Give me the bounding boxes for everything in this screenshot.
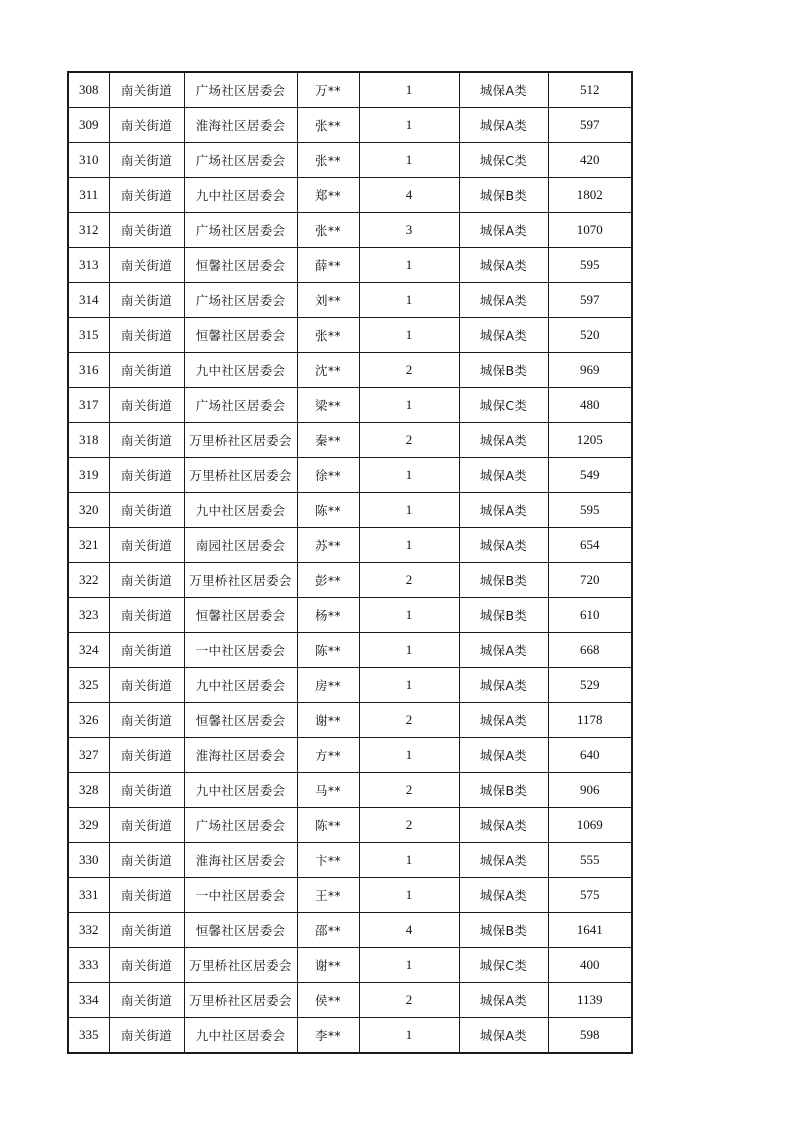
amount-cell: 595: [548, 248, 632, 283]
amount-cell: 520: [548, 318, 632, 353]
community-cell: 广场社区居委会: [184, 143, 297, 178]
street-cell: 南关街道: [109, 353, 184, 388]
category-cell: 城保B类: [459, 598, 548, 633]
name-cell: 彭**: [297, 563, 359, 598]
table-row: [68, 72, 632, 108]
row-number-cell: 312: [68, 213, 109, 248]
street-cell: 南关街道: [109, 388, 184, 423]
table-row: [68, 878, 632, 913]
amount-cell: 668: [548, 633, 632, 668]
street-cell: 南关街道: [109, 143, 184, 178]
community-cell: 九中社区居委会: [184, 1018, 297, 1054]
table-row: [68, 983, 632, 1018]
community-cell: 一中社区居委会: [184, 878, 297, 913]
street-cell: 南关街道: [109, 72, 184, 108]
community-cell: 恒馨社区居委会: [184, 318, 297, 353]
category-cell: 城保A类: [459, 668, 548, 703]
name-cell: 徐**: [297, 458, 359, 493]
row-number-cell: 331: [68, 878, 109, 913]
amount-cell: 1802: [548, 178, 632, 213]
row-number-cell: 314: [68, 283, 109, 318]
name-cell: 郑**: [297, 178, 359, 213]
household-size-cell: 1: [359, 598, 459, 633]
name-cell: 房**: [297, 668, 359, 703]
row-number-cell: 309: [68, 108, 109, 143]
household-size-cell: 1: [359, 248, 459, 283]
street-cell: 南关街道: [109, 213, 184, 248]
row-number-cell: 315: [68, 318, 109, 353]
street-cell: 南关街道: [109, 633, 184, 668]
category-cell: 城保A类: [459, 108, 548, 143]
name-cell: 张**: [297, 318, 359, 353]
household-size-cell: 1: [359, 72, 459, 108]
community-cell: 广场社区居委会: [184, 808, 297, 843]
row-number-cell: 332: [68, 913, 109, 948]
table-row: [68, 423, 632, 458]
table-row: [68, 178, 632, 213]
amount-cell: 597: [548, 108, 632, 143]
amount-cell: 720: [548, 563, 632, 598]
row-number-cell: 323: [68, 598, 109, 633]
community-cell: 九中社区居委会: [184, 493, 297, 528]
name-cell: 方**: [297, 738, 359, 773]
household-size-cell: 1: [359, 143, 459, 178]
category-cell: 城保B类: [459, 913, 548, 948]
table-row: [68, 353, 632, 388]
household-size-cell: 1: [359, 493, 459, 528]
street-cell: 南关街道: [109, 983, 184, 1018]
community-cell: 万里桥社区居委会: [184, 563, 297, 598]
street-cell: 南关街道: [109, 318, 184, 353]
name-cell: 马**: [297, 773, 359, 808]
amount-cell: 610: [548, 598, 632, 633]
amount-cell: 529: [548, 668, 632, 703]
category-cell: 城保A类: [459, 458, 548, 493]
household-size-cell: 1: [359, 108, 459, 143]
name-cell: 李**: [297, 1018, 359, 1054]
row-number-cell: 325: [68, 668, 109, 703]
table-row: [68, 563, 632, 598]
community-cell: 恒馨社区居委会: [184, 598, 297, 633]
street-cell: 南关街道: [109, 563, 184, 598]
street-cell: 南关街道: [109, 668, 184, 703]
category-cell: 城保A类: [459, 633, 548, 668]
street-cell: 南关街道: [109, 493, 184, 528]
table-row: [68, 108, 632, 143]
community-cell: 淮海社区居委会: [184, 108, 297, 143]
name-cell: 陈**: [297, 633, 359, 668]
street-cell: 南关街道: [109, 703, 184, 738]
community-cell: 广场社区居委会: [184, 388, 297, 423]
street-cell: 南关街道: [109, 1018, 184, 1054]
category-cell: 城保A类: [459, 703, 548, 738]
community-cell: 九中社区居委会: [184, 178, 297, 213]
amount-cell: 1205: [548, 423, 632, 458]
street-cell: 南关街道: [109, 948, 184, 983]
name-cell: 谢**: [297, 703, 359, 738]
row-number-cell: 329: [68, 808, 109, 843]
row-number-cell: 320: [68, 493, 109, 528]
category-cell: 城保B类: [459, 563, 548, 598]
name-cell: 刘**: [297, 283, 359, 318]
table-row: [68, 528, 632, 563]
row-number-cell: 322: [68, 563, 109, 598]
table-row: [68, 668, 632, 703]
amount-cell: 1069: [548, 808, 632, 843]
household-size-cell: 4: [359, 178, 459, 213]
community-cell: 九中社区居委会: [184, 668, 297, 703]
household-size-cell: 1: [359, 388, 459, 423]
category-cell: 城保A类: [459, 248, 548, 283]
amount-cell: 1641: [548, 913, 632, 948]
household-size-cell: 1: [359, 948, 459, 983]
row-number-cell: 311: [68, 178, 109, 213]
name-cell: 苏**: [297, 528, 359, 563]
street-cell: 南关街道: [109, 878, 184, 913]
name-cell: 张**: [297, 108, 359, 143]
table-row: [68, 283, 632, 318]
community-cell: 九中社区居委会: [184, 773, 297, 808]
row-number-cell: 310: [68, 143, 109, 178]
community-cell: 广场社区居委会: [184, 283, 297, 318]
street-cell: 南关街道: [109, 178, 184, 213]
table-row: [68, 493, 632, 528]
amount-cell: 598: [548, 1018, 632, 1054]
amount-cell: 1070: [548, 213, 632, 248]
category-cell: 城保B类: [459, 353, 548, 388]
street-cell: 南关街道: [109, 773, 184, 808]
amount-cell: 1139: [548, 983, 632, 1018]
name-cell: 杨**: [297, 598, 359, 633]
category-cell: 城保A类: [459, 738, 548, 773]
household-size-cell: 3: [359, 213, 459, 248]
category-cell: 城保A类: [459, 528, 548, 563]
name-cell: 卞**: [297, 843, 359, 878]
row-number-cell: 318: [68, 423, 109, 458]
category-cell: 城保A类: [459, 423, 548, 458]
category-cell: 城保A类: [459, 808, 548, 843]
community-cell: 广场社区居委会: [184, 213, 297, 248]
category-cell: 城保A类: [459, 878, 548, 913]
name-cell: 陈**: [297, 493, 359, 528]
community-cell: 淮海社区居委会: [184, 738, 297, 773]
table-row: [68, 633, 632, 668]
community-cell: 恒馨社区居委会: [184, 248, 297, 283]
street-cell: 南关街道: [109, 283, 184, 318]
amount-cell: 906: [548, 773, 632, 808]
amount-cell: 1178: [548, 703, 632, 738]
community-cell: 万里桥社区居委会: [184, 423, 297, 458]
row-number-cell: 330: [68, 843, 109, 878]
amount-cell: 480: [548, 388, 632, 423]
street-cell: 南关街道: [109, 913, 184, 948]
community-cell: 万里桥社区居委会: [184, 948, 297, 983]
category-cell: 城保A类: [459, 493, 548, 528]
community-cell: 南园社区居委会: [184, 528, 297, 563]
amount-cell: 555: [548, 843, 632, 878]
table-row: [68, 318, 632, 353]
household-size-cell: 2: [359, 703, 459, 738]
community-cell: 淮海社区居委会: [184, 843, 297, 878]
community-cell: 万里桥社区居委会: [184, 983, 297, 1018]
name-cell: 万**: [297, 72, 359, 108]
street-cell: 南关街道: [109, 528, 184, 563]
household-size-cell: 1: [359, 458, 459, 493]
street-cell: 南关街道: [109, 458, 184, 493]
street-cell: 南关街道: [109, 598, 184, 633]
table-row: [68, 808, 632, 843]
table-row: [68, 143, 632, 178]
beneficiary-table: [67, 71, 633, 1054]
table-row: [68, 248, 632, 283]
category-cell: 城保B类: [459, 178, 548, 213]
household-size-cell: 2: [359, 563, 459, 598]
household-size-cell: 1: [359, 1018, 459, 1054]
community-cell: 万里桥社区居委会: [184, 458, 297, 493]
amount-cell: 595: [548, 493, 632, 528]
amount-cell: 420: [548, 143, 632, 178]
row-number-cell: 327: [68, 738, 109, 773]
category-cell: 城保A类: [459, 843, 548, 878]
name-cell: 谢**: [297, 948, 359, 983]
table-row: [68, 948, 632, 983]
category-cell: 城保A类: [459, 1018, 548, 1054]
name-cell: 张**: [297, 143, 359, 178]
street-cell: 南关街道: [109, 248, 184, 283]
community-cell: 一中社区居委会: [184, 633, 297, 668]
household-size-cell: 2: [359, 808, 459, 843]
name-cell: 陈**: [297, 808, 359, 843]
category-cell: 城保B类: [459, 773, 548, 808]
table-row: [68, 388, 632, 423]
table-row: [68, 458, 632, 493]
street-cell: 南关街道: [109, 843, 184, 878]
category-cell: 城保A类: [459, 72, 548, 108]
street-cell: 南关街道: [109, 423, 184, 458]
name-cell: 张**: [297, 213, 359, 248]
row-number-cell: 333: [68, 948, 109, 983]
household-size-cell: 1: [359, 318, 459, 353]
name-cell: 沈**: [297, 353, 359, 388]
row-number-cell: 326: [68, 703, 109, 738]
name-cell: 薛**: [297, 248, 359, 283]
table-row: [68, 843, 632, 878]
street-cell: 南关街道: [109, 808, 184, 843]
community-cell: 广场社区居委会: [184, 72, 297, 108]
amount-cell: 512: [548, 72, 632, 108]
community-cell: 恒馨社区居委会: [184, 913, 297, 948]
household-size-cell: 2: [359, 353, 459, 388]
household-size-cell: 1: [359, 843, 459, 878]
name-cell: 王**: [297, 878, 359, 913]
row-number-cell: 321: [68, 528, 109, 563]
table-row: [68, 598, 632, 633]
row-number-cell: 317: [68, 388, 109, 423]
row-number-cell: 319: [68, 458, 109, 493]
household-size-cell: 1: [359, 633, 459, 668]
amount-cell: 969: [548, 353, 632, 388]
household-size-cell: 4: [359, 913, 459, 948]
row-number-cell: 334: [68, 983, 109, 1018]
name-cell: 秦**: [297, 423, 359, 458]
row-number-cell: 328: [68, 773, 109, 808]
household-size-cell: 1: [359, 738, 459, 773]
table-row: [68, 703, 632, 738]
amount-cell: 597: [548, 283, 632, 318]
row-number-cell: 316: [68, 353, 109, 388]
household-size-cell: 2: [359, 423, 459, 458]
category-cell: 城保A类: [459, 213, 548, 248]
household-size-cell: 1: [359, 283, 459, 318]
amount-cell: 400: [548, 948, 632, 983]
category-cell: 城保C类: [459, 388, 548, 423]
table-row: [68, 913, 632, 948]
category-cell: 城保A类: [459, 318, 548, 353]
amount-cell: 575: [548, 878, 632, 913]
amount-cell: 640: [548, 738, 632, 773]
household-size-cell: 1: [359, 878, 459, 913]
table-row: [68, 1018, 632, 1054]
amount-cell: 549: [548, 458, 632, 493]
name-cell: 梁**: [297, 388, 359, 423]
household-size-cell: 1: [359, 668, 459, 703]
community-cell: 恒馨社区居委会: [184, 703, 297, 738]
table-row: [68, 213, 632, 248]
table-row: [68, 773, 632, 808]
household-size-cell: 2: [359, 773, 459, 808]
name-cell: 邵**: [297, 913, 359, 948]
household-size-cell: 1: [359, 528, 459, 563]
table-row: [68, 738, 632, 773]
row-number-cell: 308: [68, 72, 109, 108]
amount-cell: 654: [548, 528, 632, 563]
category-cell: 城保A类: [459, 983, 548, 1018]
row-number-cell: 324: [68, 633, 109, 668]
street-cell: 南关街道: [109, 738, 184, 773]
row-number-cell: 335: [68, 1018, 109, 1054]
row-number-cell: 313: [68, 248, 109, 283]
street-cell: 南关街道: [109, 108, 184, 143]
category-cell: 城保C类: [459, 948, 548, 983]
community-cell: 九中社区居委会: [184, 353, 297, 388]
name-cell: 侯**: [297, 983, 359, 1018]
category-cell: 城保A类: [459, 283, 548, 318]
table-body: [68, 72, 632, 1053]
household-size-cell: 2: [359, 983, 459, 1018]
category-cell: 城保C类: [459, 143, 548, 178]
